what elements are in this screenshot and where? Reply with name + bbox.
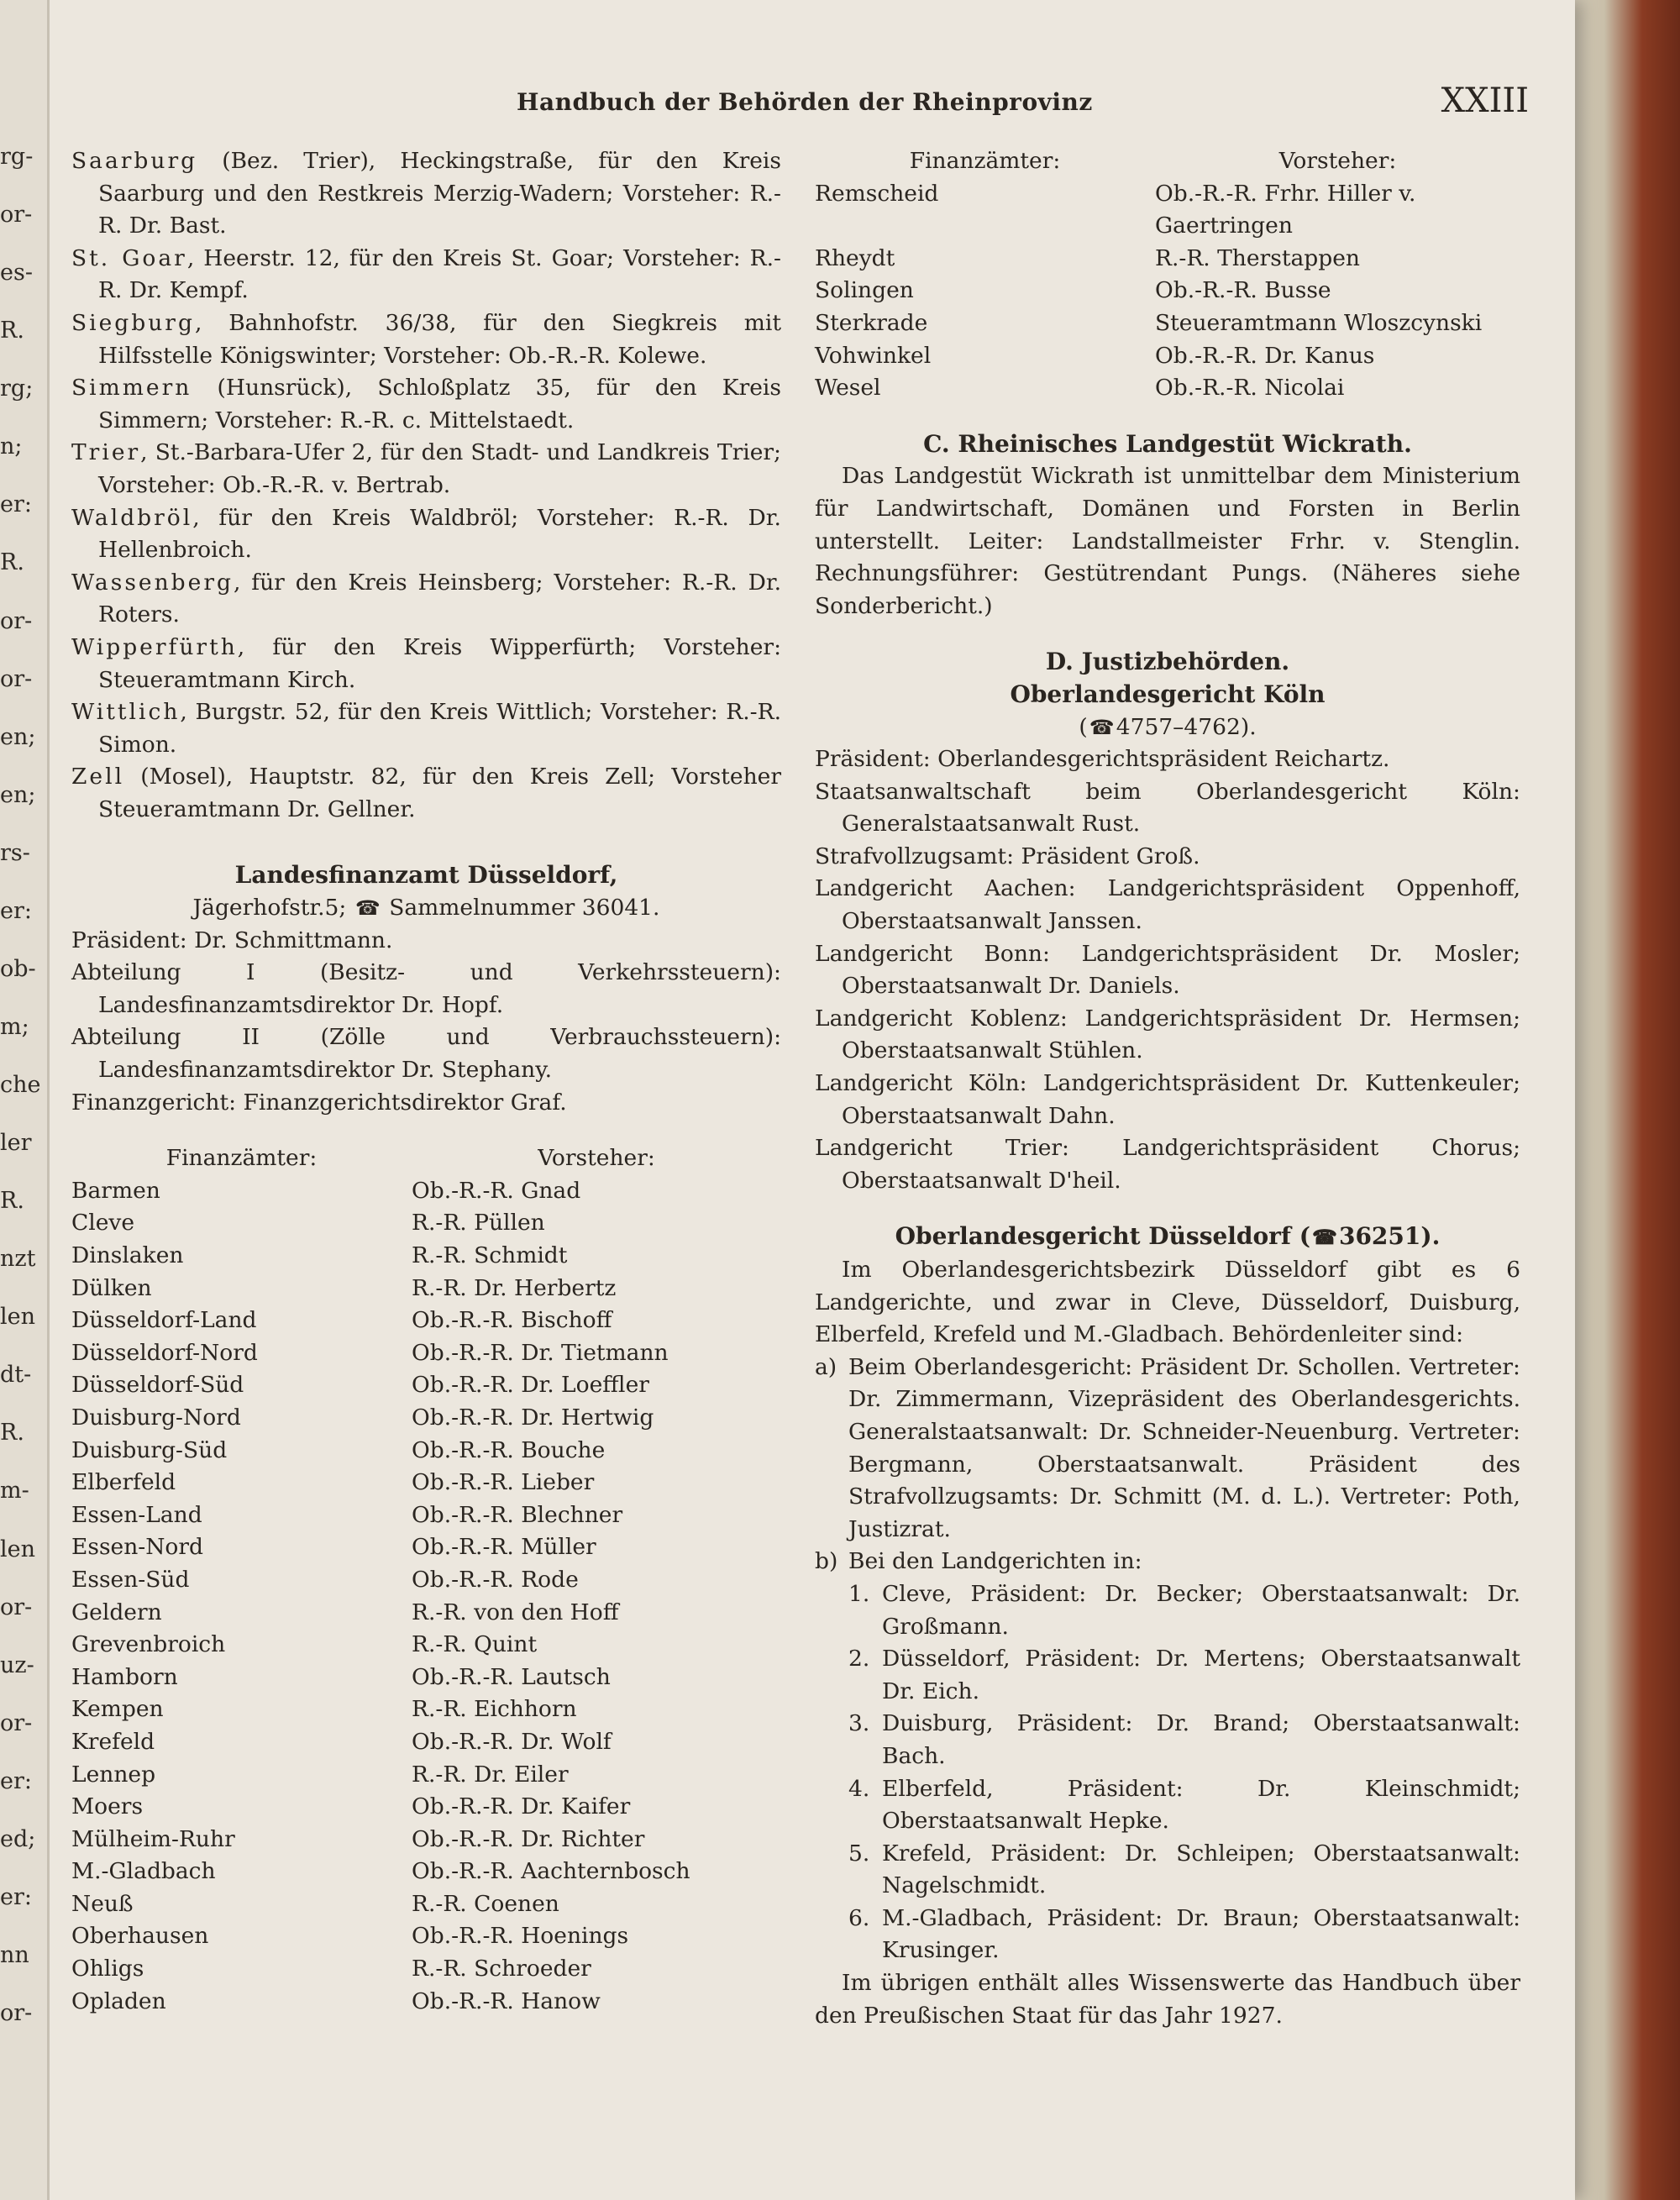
item-number: 3. — [848, 1710, 870, 1737]
table-row — [71, 1726, 781, 1759]
vorsteher-name: Ob.-R.-R. Dr. Kanus — [1155, 342, 1375, 369]
landesfinanzamt-line: Präsident: Dr. Schmittmann. — [71, 927, 393, 953]
prev-page-fragment: R. — [0, 1188, 24, 1215]
item-number: 2. — [848, 1646, 870, 1672]
landgericht-item — [848, 1643, 1520, 1708]
vorsteher-name: Ob.-R.-R. Nicolai — [1155, 375, 1345, 402]
prev-page-fragment: n; — [0, 433, 23, 460]
prev-page-fragment: rg; — [0, 375, 34, 402]
table-row — [71, 1402, 781, 1435]
table-row — [815, 372, 1520, 405]
item-number: 1. — [848, 1580, 870, 1607]
table-header — [815, 145, 1520, 178]
table-row — [71, 1369, 781, 1402]
finanzamt-entry — [71, 502, 781, 567]
table-row — [71, 1791, 781, 1824]
finanzamt-name: Oberhausen — [71, 1923, 209, 1950]
col-header-finanzaemter: Finanzämter: — [165, 1145, 318, 1172]
landesfinanzamt-title: Landesfinanzamt Düsseldorf, — [234, 861, 618, 890]
page-header — [50, 81, 1529, 130]
finanzamt-name: Sterkrade — [815, 309, 928, 336]
vorsteher-name: R.-R. Dr. Herbertz — [412, 1274, 617, 1301]
table-row — [71, 1629, 781, 1662]
section-a — [815, 1352, 1520, 1546]
prev-page-fragment: rg- — [0, 144, 34, 170]
item-text: Krefeld, Präsident: Dr. Schleipen; Oberstaatsanwalt: Nagelschmidt. — [882, 1840, 1520, 1899]
vorsteher-name: Ob.-R.-R. Dr. Wolf — [412, 1728, 612, 1755]
table-row — [71, 1662, 781, 1694]
landgericht-item — [848, 1773, 1520, 1838]
table-row — [71, 1273, 781, 1305]
finanzamt-entry — [71, 437, 781, 501]
entry-text: , Bahnhofstr. 36/38, für den Siegkreis mit Hilfsstelle Königswinter; Vorsteher: Ob.-R.-R. Kolewe. — [98, 309, 781, 369]
prev-page-fragment: m- — [0, 1478, 29, 1504]
prev-page-fragment: R. — [0, 1420, 24, 1447]
finanzamt-name: Mülheim-Ruhr — [71, 1825, 235, 1852]
table-row — [71, 1175, 781, 1208]
table-row — [71, 1435, 781, 1468]
table-row — [815, 178, 1520, 243]
section-b-label: b) — [815, 1548, 838, 1575]
finanzamt-name: M.-Gladbach — [71, 1858, 216, 1885]
col-header-vorsteher: Vorsteher: — [538, 1145, 655, 1172]
gestuet-text: Das Landgestüt Wickrath ist unmittelbar dem Ministerium für Landwirtschaft, Domänen und Forsten in Berlin unterstellt. Leiter: Landstallmeister Frhr. v. Stenglin. Rechnungsführer: Gestütrendant Pungs. (Näheres siehe Sonderbericht.) — [815, 463, 1520, 619]
table-row — [815, 340, 1520, 373]
table-row — [71, 1986, 781, 2019]
prev-page-fragment: or- — [0, 665, 33, 692]
finanzamt-entry — [71, 145, 781, 243]
item-text: Elberfeld, Präsident: Dr. Kleinschmidt; Oberstaatsanwalt Hepke. — [882, 1775, 1520, 1835]
address-text: Jägerhofstr.5; — [192, 895, 347, 921]
justiz-line: Landgericht Aachen: Landgerichtspräsident Oppenhoff, Oberstaatsanwalt Janssen. — [815, 875, 1520, 935]
section-b — [815, 1546, 1520, 1578]
finanzaemter-table-right — [815, 145, 1520, 405]
prev-page-fragment: es- — [0, 260, 33, 286]
finanzamt-name: Ohligs — [71, 1956, 144, 1982]
vorsteher-name: Ob.-R.-R. Dr. Loeffler — [412, 1372, 649, 1399]
table-row — [71, 1597, 781, 1630]
finanzamt-name: Moers — [71, 1793, 144, 1820]
phone-number: Sammelnummer 36041. — [389, 895, 660, 921]
landesfinanzamt-line: Finanzgericht: Finanzgerichtsdirektor Graf. — [71, 1089, 567, 1116]
justiz-line: Landgericht Bonn: Landgerichtspräsident Dr. Mosler; Oberstaatsanwalt Dr. Daniels. — [815, 940, 1520, 1000]
item-text: Düsseldorf, Präsident: Dr. Mertens; Oberstaatsanwalt Dr. Eich. — [882, 1646, 1520, 1704]
prev-page-fragment: nn — [0, 1941, 29, 1968]
prev-page-fragment: nzt — [0, 1246, 36, 1273]
justiz-lines — [815, 743, 1520, 1197]
entry-place: Saarburg — [71, 148, 198, 174]
table-row — [71, 1337, 781, 1370]
table-row — [815, 275, 1520, 307]
table-row — [71, 1759, 781, 1792]
table-row — [815, 243, 1520, 276]
table-row — [71, 1240, 781, 1273]
table-row — [71, 1824, 781, 1856]
landgerichte-list — [815, 1578, 1520, 1967]
table-row — [71, 1856, 781, 1888]
vorsteher-name: Ob.-R.-R. Lieber — [412, 1469, 595, 1496]
justiz-line: Strafvollzugsamt: Präsident Groß. — [815, 843, 1200, 869]
landesfinanzamt-line: Abteilung II (Zölle und Verbrauchssteuern): Landesfinanzamtsdirektor Dr. Stephany. — [71, 1024, 781, 1084]
gestuet-title: C. Rheinisches Landgestüt Wickrath. — [923, 429, 1412, 458]
prev-page-fragment: ler — [0, 1130, 32, 1157]
telephone-icon: ☎ — [1312, 1225, 1337, 1250]
prev-page-fragment: en; — [0, 781, 36, 808]
vorsteher-name: Steueramtmann Wloszcynski — [1155, 309, 1483, 336]
finanzamt-name: Cleve — [71, 1210, 135, 1237]
prev-page-fragment: R. — [0, 549, 24, 576]
finanzamt-name: Lennep — [71, 1761, 156, 1788]
finanzamt-name: Remscheid — [815, 180, 939, 207]
table-row — [71, 1531, 781, 1564]
finanzamt-name: Grevenbroich — [71, 1631, 226, 1658]
phone-number: 36251). — [1338, 1222, 1441, 1251]
table-row — [71, 1467, 781, 1499]
finanzamt-name: Opladen — [71, 1987, 166, 2014]
vorsteher-name: R.-R. Püllen — [412, 1210, 545, 1237]
vorsteher-name: R.-R. Eichhorn — [412, 1696, 577, 1723]
prev-page-fragment: or- — [0, 607, 33, 634]
finanzamt-name: Duisburg-Nord — [71, 1404, 241, 1431]
prev-page-fragment: or- — [0, 2000, 33, 2026]
table-row — [71, 1564, 781, 1597]
vorsteher-name: Ob.-R.-R. Bouche — [412, 1436, 606, 1463]
vorsteher-name: Ob.-R.-R. Lautsch — [412, 1663, 611, 1690]
telephone-icon: ☎ — [1089, 715, 1115, 739]
landgericht-item — [848, 1578, 1520, 1643]
finanzamt-name: Krefeld — [71, 1728, 155, 1755]
table-row — [815, 307, 1520, 340]
entry-text: (Hunsrück), Schloßplatz 35, für den Kreis Simmern; Vorsteher: R.-R. c. Mittelstaedt. — [98, 375, 781, 433]
vorsteher-name: Ob.-R.-R. Blechner — [412, 1501, 623, 1528]
prev-page-fragment: len — [0, 1536, 36, 1562]
prev-page-fragment: dt- — [0, 1362, 32, 1389]
prev-page-fragment: er: — [0, 491, 32, 518]
vorsteher-name: Ob.-R.-R. Müller — [412, 1534, 596, 1561]
vorsteher-name: Ob.-R.-R. Dr. Hertwig — [412, 1404, 654, 1431]
entry-text: , St.-Barbara-Ufer 2, für den Stadt- und Landkreis Trier; Vorsteher: Ob.-R.-R. v. Bertrab. — [98, 439, 781, 498]
prev-page-fragment: m; — [0, 1013, 29, 1040]
page-number: XXIII — [1441, 81, 1529, 120]
olg-duesseldorf-name: Oberlandesgericht Düsseldorf ( — [895, 1222, 1310, 1251]
prev-page-fragment: len — [0, 1304, 36, 1331]
item-number: 5. — [848, 1840, 870, 1867]
entry-place: Wassenberg — [71, 569, 234, 596]
landesfinanzamt-lines — [71, 925, 781, 1120]
entry-place: Wittlich — [71, 699, 181, 726]
vorsteher-name: Ob.-R.-R. Rode — [412, 1566, 579, 1593]
vorsteher-name: R.-R. Quint — [412, 1631, 538, 1658]
prev-page-fragment: rs- — [0, 839, 30, 866]
item-text: M.-Gladbach, Präsident: Dr. Braun; Oberstaatsanwalt: Krusinger. — [882, 1904, 1520, 1964]
item-number: 4. — [848, 1775, 870, 1802]
finanzamt-name: Solingen — [815, 277, 914, 304]
vorsteher-name: R.-R. Schroeder — [412, 1956, 591, 1982]
finanzaemter-table-left — [71, 1142, 781, 2018]
justiz-line: Landgericht Trier: Landgerichtspräsident Chorus; Oberstaatsanwalt D'heil. — [815, 1135, 1520, 1194]
finanzamt-entry — [71, 372, 781, 437]
item-number: 6. — [848, 1904, 870, 1931]
entry-place: Siegburg — [71, 309, 195, 336]
col-header-finanzaemter: Finanzämter: — [909, 148, 1061, 174]
olg-koeln-title: Oberlandesgericht Köln — [1010, 680, 1326, 708]
table-row — [71, 1888, 781, 1921]
phone-number: 4757–4762). — [1116, 713, 1257, 740]
table-row — [71, 1693, 781, 1726]
landesfinanzamt-address — [71, 892, 781, 925]
olg-koeln-phone: (☎4757–4762). — [815, 711, 1520, 744]
finanzamt-name: Essen-Nord — [71, 1534, 204, 1561]
vorsteher-name: Ob.-R.-R. Dr. Tietmann — [412, 1339, 669, 1366]
entry-place: Waldbröl — [71, 504, 193, 531]
entry-place: Simmern — [71, 375, 192, 402]
finanzamt-name: Essen-Süd — [71, 1566, 190, 1593]
olg-duesseldorf-intro: Im Oberlandesgerichtsbezirk Düsseldorf gibt es 6 Landgerichte, und zwar in Cleve, Düsseldorf, Duisburg, Elberfeld, Krefeld und M.-Gladbach. Behördenleiter sind: — [815, 1257, 1520, 1348]
landgericht-item — [848, 1903, 1520, 1967]
vorsteher-name: Ob.-R.-R. Gnad — [412, 1177, 581, 1204]
finanzamt-name: Düsseldorf-Nord — [71, 1339, 258, 1366]
justiz-line: Staatsanwaltschaft beim Oberlandesgericht Köln: Generalstaatsanwalt Rust. — [815, 778, 1520, 837]
entry-text: , für den Kreis Heinsberg; Vorsteher: R.-R. Dr. Roters. — [98, 569, 781, 628]
table-row — [71, 1499, 781, 1532]
finanzamt-entry — [71, 696, 781, 761]
table-row — [71, 1953, 781, 1986]
prev-page-fragment: or- — [0, 202, 33, 228]
entry-text: , Heerstr. 12, für den Kreis St. Goar; Vorsteher: R.-R. Dr. Kempf. — [98, 244, 781, 304]
finanzamt-entry — [71, 632, 781, 696]
finanzamt-entry — [71, 761, 781, 826]
section-a-label: a) — [815, 1353, 837, 1380]
finanzamt-entry — [71, 307, 781, 372]
entry-place: St. Goar — [71, 244, 187, 271]
vorsteher-name: Ob.-R.-R. Aachternbosch — [412, 1858, 690, 1885]
finanzamt-name: Wesel — [815, 375, 881, 402]
vorsteher-name: Ob.-R.-R. Dr. Kaifer — [412, 1793, 631, 1820]
vorsteher-name: R.-R. Dr. Eiler — [412, 1761, 569, 1788]
entry-text: , für den Kreis Wipperfürth; Vorsteher: Steueramtmann Kirch. — [98, 633, 781, 693]
vorsteher-name: R.-R. Schmidt — [412, 1242, 568, 1268]
finanzamt-name: Düsseldorf-Land — [71, 1307, 257, 1334]
justiz-line: Präsident: Oberlandesgerichtspräsident Reichartz. — [815, 746, 1390, 773]
justiz-line: Landgericht Koblenz: Landgerichtspräsident Dr. Hermsen; Oberstaatsanwalt Stühlen. — [815, 1005, 1520, 1064]
prev-page-fragment: er: — [0, 1767, 32, 1794]
table-header — [71, 1142, 781, 1175]
item-text: Cleve, Präsident: Dr. Becker; Oberstaatsanwalt: Dr. Großmann. — [882, 1580, 1520, 1640]
finanzamt-name: Hamborn — [71, 1663, 178, 1690]
finanzamt-entry — [71, 567, 781, 632]
entry-text: , für den Kreis Waldbröl; Vorsteher: R.-R. Dr. Hellenbroich. — [98, 504, 781, 564]
finanzamt-name: Neuß — [71, 1890, 134, 1917]
finanzamt-entry — [71, 243, 781, 307]
closing-text: Im übrigen enthält alles Wissenswerte das Handbuch über den Preußischen Staat für das Jahr 1927. — [815, 1970, 1520, 2029]
finanzamt-name: Geldern — [71, 1599, 162, 1625]
finanzamt-name: Rheydt — [815, 244, 895, 271]
running-title: Handbuch der Behörden der Rheinprovinz — [517, 88, 1093, 116]
right-column — [815, 145, 1520, 2032]
entry-text: (Mosel), Hauptstr. 82, für den Kreis Zell; Vorsteher Steueramtmann Dr. Gellner. — [98, 764, 781, 822]
section-a-text: Beim Oberlandesgericht: Präsident Dr. Schollen. Vertreter: Dr. Zimmermann, Vizepräsident des Oberlandesgerichts. Generalstaatsanwalt: Dr. Schneider-Neuenburg. Vertreter: Bergmann, Oberstaatsanwalt. Präsident des Strafvollzugsamts: Dr. Schmitt (M. d. L.). Vertreter: Poth, Justizrat. — [848, 1353, 1520, 1542]
table-row — [71, 1305, 781, 1337]
entry-text: (Bez. Trier), Heckingstraße, für den Kreis Saarburg und den Restkreis Merzig-Wadern; Vorsteher: R.-R. Dr. Bast. — [98, 148, 781, 239]
prev-page-fragment: or- — [0, 1594, 33, 1620]
landesfinanzamt-line: Abteilung I (Besitz- und Verkehrssteuern): Landesfinanzamtsdirektor Dr. Hopf. — [71, 959, 781, 1018]
prev-page-fragment: R. — [0, 318, 24, 344]
item-text: Duisburg, Präsident: Dr. Brand; Oberstaatsanwalt: Bach. — [882, 1710, 1520, 1769]
finanzamt-name: Duisburg-Süd — [71, 1436, 228, 1463]
finanzamt-entries — [71, 145, 781, 826]
vorsteher-name: R.-R. Therstappen — [1155, 244, 1360, 271]
prev-page-fragment: ob- — [0, 955, 36, 982]
col-header-vorsteher: Vorsteher: — [1278, 148, 1397, 174]
prev-page-fragment: or- — [0, 1709, 33, 1736]
section-b-text: Bei den Landgerichten in: — [848, 1548, 1142, 1575]
finanzamt-name: Kempen — [71, 1696, 164, 1723]
prev-page-fragment: er: — [0, 1883, 32, 1910]
previous-page-edge — [0, 0, 50, 2200]
table-row — [71, 1920, 781, 1953]
prev-page-fragment: en; — [0, 723, 36, 750]
vorsteher-name: Ob.-R.-R. Busse — [1155, 277, 1331, 304]
entry-text: , Burgstr. 52, für den Kreis Wittlich; Vorsteher: R.-R. Simon. — [98, 699, 781, 758]
finanzamt-name: Barmen — [71, 1177, 160, 1204]
prev-page-fragment: che — [0, 1072, 41, 1098]
finanzamt-name: Elberfeld — [71, 1469, 176, 1496]
finanzamt-name: Düsseldorf-Süd — [71, 1372, 244, 1399]
vorsteher-name: R.-R. von den Hoff — [412, 1599, 619, 1625]
finanzamt-name: Vohwinkel — [815, 342, 932, 369]
landgericht-item — [848, 1708, 1520, 1772]
vorsteher-name: R.-R. Coenen — [412, 1890, 559, 1917]
vorsteher-name: Ob.-R.-R. Frhr. Hiller v. Gaertringen — [1155, 180, 1416, 239]
vorsteher-name: Ob.-R.-R. Bischoff — [412, 1307, 612, 1334]
prev-page-fragment: ed; — [0, 1825, 36, 1852]
finanzamt-name: Essen-Land — [71, 1501, 202, 1528]
finanzamt-name: Dinslaken — [71, 1242, 184, 1268]
vorsteher-name: Ob.-R.-R. Dr. Richter — [412, 1825, 645, 1852]
entry-place: Zell — [71, 764, 125, 790]
prev-page-fragment: er: — [0, 897, 32, 924]
olg-duesseldorf-title — [815, 1221, 1520, 1254]
table-row — [71, 1207, 781, 1240]
vorsteher-name: Ob.-R.-R. Hanow — [412, 1987, 601, 2014]
justiz-title: D. Justizbehörden. — [1045, 648, 1290, 676]
finanzamt-name: Dülken — [71, 1274, 152, 1301]
landgericht-item — [848, 1838, 1520, 1903]
vorsteher-name: Ob.-R.-R. Hoenings — [412, 1923, 629, 1950]
prev-page-fragment: uz- — [0, 1651, 34, 1678]
entry-place: Wipperfürth — [71, 633, 238, 660]
justiz-line: Landgericht Köln: Landgerichtspräsident Dr. Kuttenkeuler; Oberstaatsanwalt Dahn. — [815, 1070, 1520, 1129]
telephone-icon: ☎ — [354, 896, 381, 921]
left-column — [71, 145, 781, 2018]
entry-place: Trier — [71, 439, 141, 466]
